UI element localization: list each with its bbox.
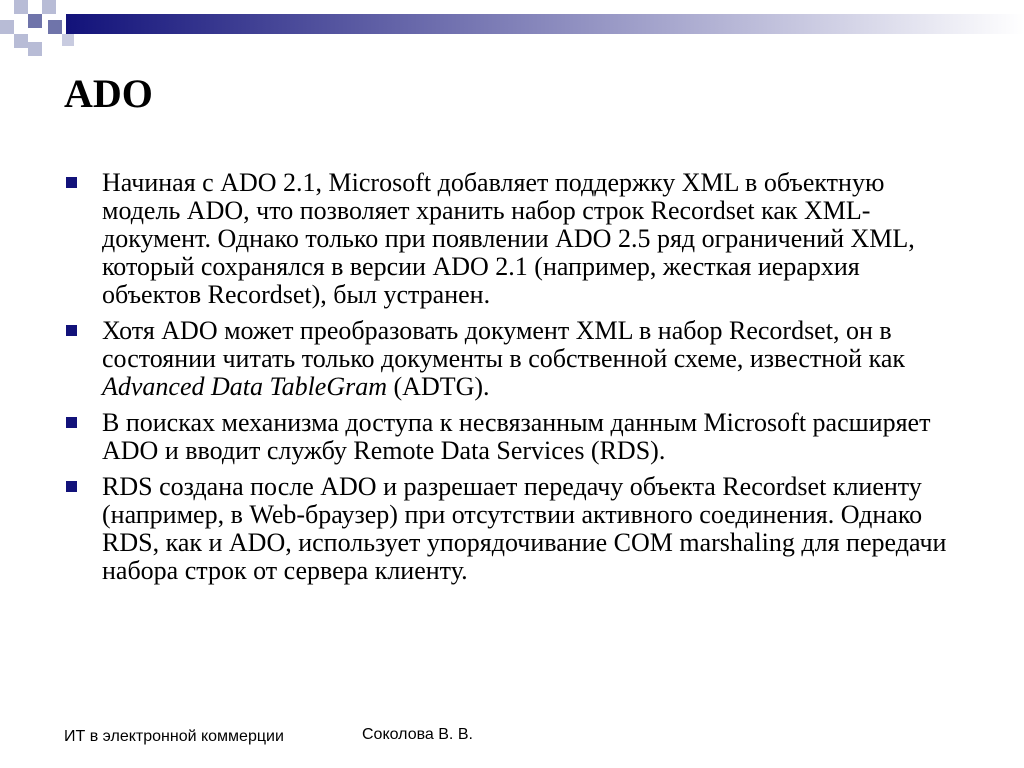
footer-author: Соколова В. В.	[362, 726, 473, 743]
square-bullet-icon	[66, 481, 77, 492]
deco-square	[42, 0, 56, 14]
square-bullet-icon	[66, 177, 77, 188]
bullet-list	[64, 169, 964, 593]
bullet-text-part: Хотя ADO может преобразовать документ XML в набор Recordset, он в состоянии читать только документы в собственной схеме, известной как	[102, 316, 905, 373]
bullet-item	[64, 169, 964, 309]
slide-title: ADO	[64, 71, 153, 116]
deco-square	[48, 20, 62, 34]
bullet-item	[64, 473, 964, 585]
deco-square	[28, 42, 42, 56]
footer-course-title: ИТ в электронной коммерции	[64, 728, 284, 745]
header-decoration	[0, 0, 1024, 72]
bullet-text-part: (ADTG).	[387, 372, 490, 401]
bullet-text	[102, 472, 946, 585]
bullet-text-part: В поисках механизма доступа к несвязанным данным Microsoft расширяет ADO и вводит службу Remote Data Services (RDS).	[102, 408, 931, 465]
bullet-item	[64, 317, 964, 401]
header-gradient-bar	[66, 14, 1024, 34]
deco-square	[62, 34, 74, 46]
bullet-text-italic: Advanced Data TableGram	[102, 372, 388, 401]
bullet-text	[102, 168, 915, 309]
deco-square	[14, 0, 28, 14]
square-bullet-icon	[66, 325, 77, 336]
bullet-item	[64, 409, 964, 465]
deco-square	[28, 14, 42, 28]
deco-square	[14, 34, 28, 48]
deco-square	[0, 20, 14, 34]
square-bullet-icon	[66, 417, 77, 428]
bullet-text	[102, 316, 905, 401]
bullet-text-part: Начиная с ADO 2.1, Microsoft добавляет поддержку XML в объектную модель ADO, что позволяет хранить набор строк Recordset как XML-документ. Однако только при появлении ADO 2.5 ряд ограничений XML, который сохранялся в версии ADO 2.1 (например, жесткая иерархия объектов Recordset), был устранен.	[102, 168, 915, 309]
bullet-text-part: RDS создана после ADO и разрешает передачу объекта Recordset клиенту (например, в Web-браузер) при отсутствии активного соединения. Однако RDS, как и ADO, использует упорядочивание COM marshaling для передачи набора строк от сервера клиенту.	[102, 472, 947, 585]
bullet-text	[102, 408, 930, 465]
